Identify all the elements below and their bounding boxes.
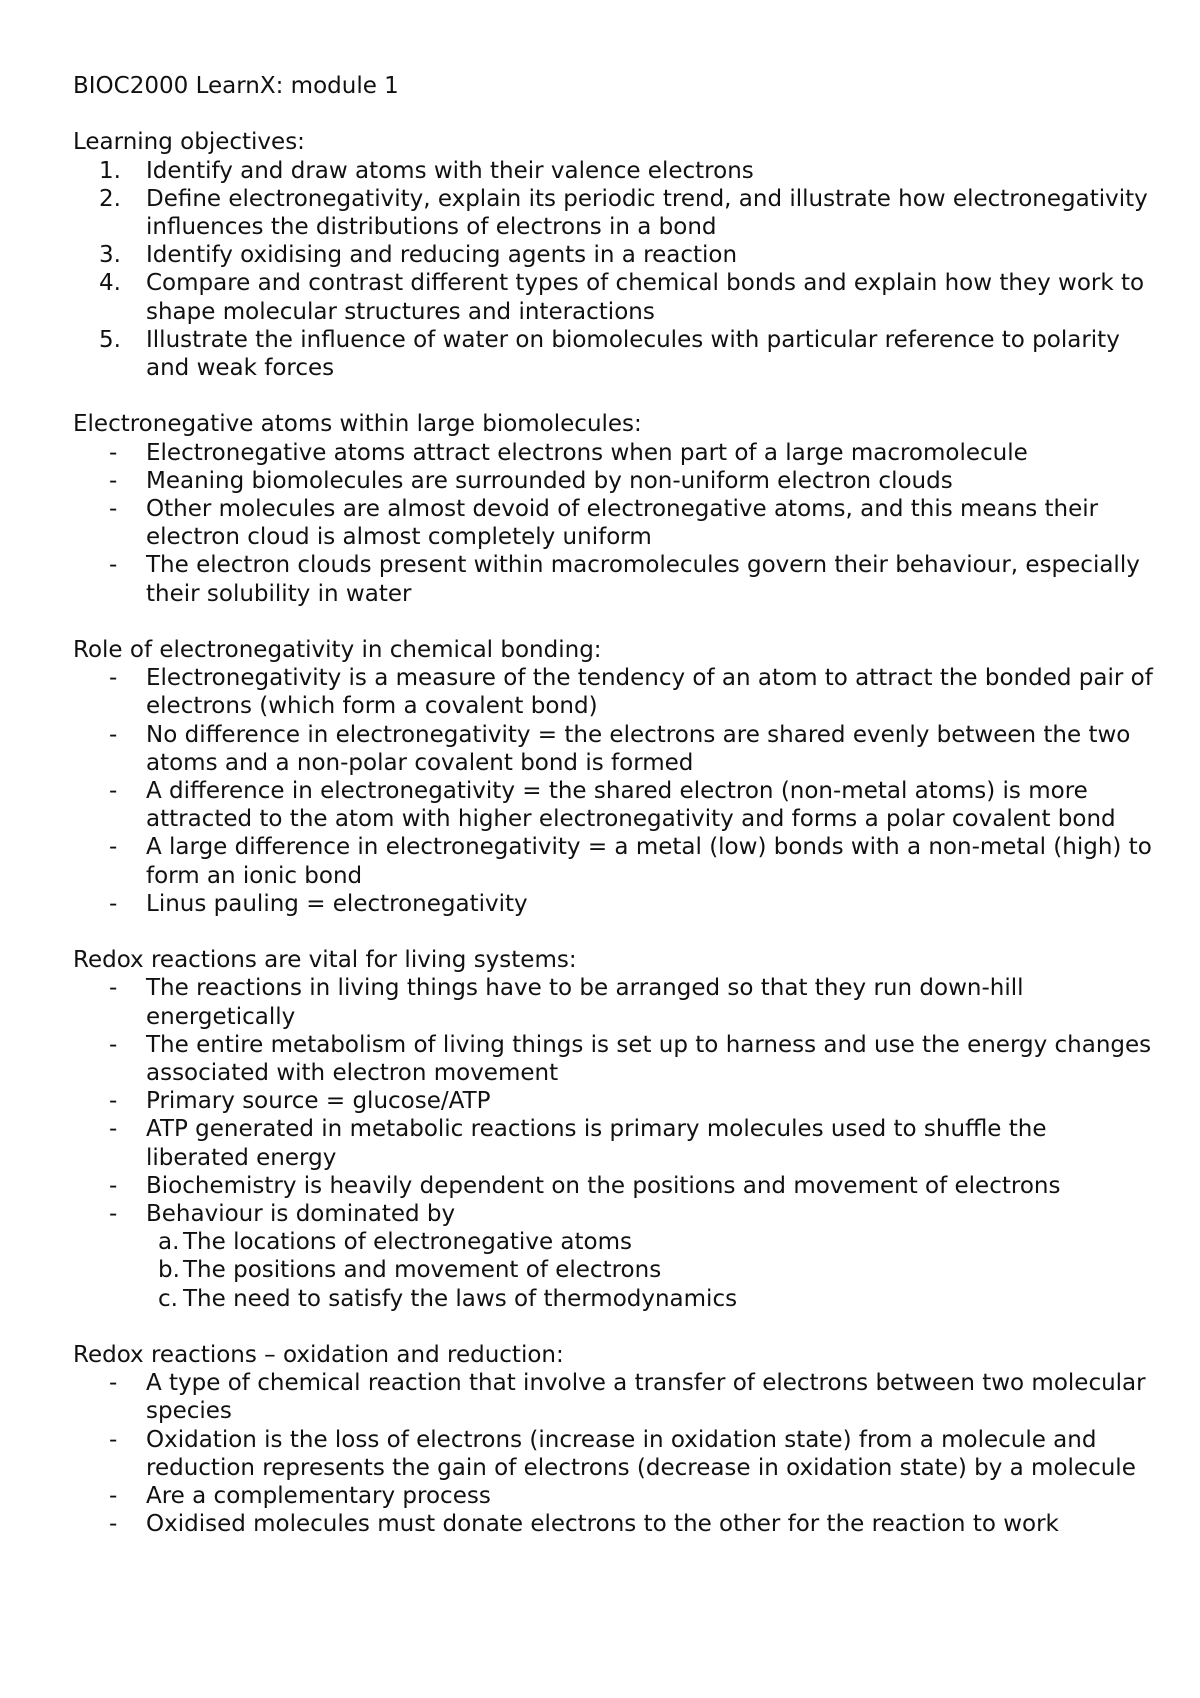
list-item-text: Behaviour is dominated by: [146, 1201, 456, 1228]
list-item-text: Identify oxidising and reducing agents in a reaction: [146, 242, 738, 269]
bullet-dash: -: [109, 1426, 118, 1453]
section-heading: Redox reactions are vital for living systems:: [73, 947, 577, 974]
list-letter: b.: [158, 1257, 180, 1284]
bullet-list: [73, 1369, 1153, 1538]
list-item: [73, 974, 1153, 1030]
list-item: [73, 721, 1153, 777]
list-item-text: The need to satisfy the laws of thermodynamics: [183, 1285, 738, 1312]
sub-list-item: [73, 1228, 1153, 1256]
bullet-dash: -: [109, 1172, 118, 1199]
list-item: [73, 551, 1153, 607]
list-number: 1.: [99, 157, 121, 184]
list-item: [73, 890, 1153, 918]
list-number: 3.: [99, 242, 121, 269]
list-item: [73, 157, 1153, 185]
list-item-text: The locations of electronegative atoms: [183, 1229, 632, 1256]
list-item-text: Identify and draw atoms with their valence electrons: [146, 157, 754, 184]
section-redox-oxidation-reduction: [73, 1341, 1153, 1538]
list-item-text: Electronegative atoms attract electrons when part of a large macromolecule: [146, 439, 1028, 466]
list-item-text: Oxidation is the loss of electrons (increase in oxidation state) from a molecule and reduction represents the gain of electrons (decrease in oxidation state) by a molecule: [146, 1426, 1136, 1481]
bullet-dash: -: [109, 721, 118, 748]
list-item-text: The reactions in living things have to be arranged so that they run down-hill energetically: [146, 975, 1024, 1030]
list-item-text: The positions and movement of electrons: [183, 1257, 662, 1284]
list-item: [73, 1087, 1153, 1115]
list-item: [73, 1031, 1153, 1087]
list-item-text: The entire metabolism of living things is set up to harness and use the energy changes associated with electron movement: [146, 1031, 1152, 1087]
list-item-text: Are a complementary process: [146, 1483, 491, 1510]
section-heading: Electronegative atoms within large biomolecules:: [73, 411, 642, 438]
bullet-dash: -: [109, 467, 118, 494]
list-item: [73, 1510, 1153, 1538]
list-item-text: Biochemistry is heavily dependent on the positions and movement of electrons: [146, 1172, 1061, 1199]
list-item: [73, 1200, 1153, 1228]
list-number: 2.: [99, 185, 121, 212]
list-item-text: Linus pauling = electronegativity: [146, 890, 528, 917]
list-item-text: Compare and contrast different types of chemical bonds and explain how they work to shape molecular structures and interactions: [146, 270, 1145, 325]
list-item: [73, 1172, 1153, 1200]
bullet-dash: -: [109, 552, 118, 579]
bullet-list: [73, 974, 1153, 1228]
bullet-dash: -: [109, 1116, 118, 1143]
bullet-list: [73, 439, 1153, 608]
list-item: [73, 1115, 1153, 1171]
list-item: [73, 439, 1153, 467]
sub-list-item: [73, 1256, 1153, 1284]
list-number: 5.: [99, 326, 121, 353]
list-item: [73, 269, 1153, 325]
list-item: [73, 495, 1153, 551]
bullet-dash: -: [109, 975, 118, 1002]
list-item: [73, 1426, 1153, 1482]
bullet-dash: -: [109, 1483, 118, 1510]
bullet-dash: -: [109, 665, 118, 692]
list-item: [73, 833, 1153, 889]
document-title: BIOC2000 LearnX: module 1: [73, 73, 399, 99]
list-number: 4.: [99, 270, 121, 297]
bullet-list: [73, 664, 1153, 918]
bullet-dash: -: [109, 778, 118, 805]
section-electronegative-atoms: [73, 410, 1153, 607]
list-item-text: Primary source = glucose/ATP: [146, 1088, 491, 1115]
list-letter: a.: [158, 1229, 180, 1256]
list-item-text: No difference in electronegativity = the electrons are shared evenly between the two atoms and a non-polar covalent bond is formed: [146, 721, 1131, 776]
section-electronegativity-bonding: [73, 636, 1153, 918]
bullet-dash: -: [109, 834, 118, 861]
list-item-text: A type of chemical reaction that involve a transfer of electrons between two molecular species: [146, 1370, 1146, 1425]
list-item: [73, 1369, 1153, 1425]
list-item-text: A difference in electronegativity = the shared electron (non-metal atoms) is more attracted to the atom with higher electronegativity and forms a polar covalent bond: [146, 778, 1116, 833]
list-item: [73, 467, 1153, 495]
list-letter: c.: [158, 1285, 178, 1312]
list-item-text: ATP generated in metabolic reactions is primary molecules used to shuffle the liberated energy: [146, 1116, 1047, 1171]
sub-list: [73, 1228, 1153, 1313]
bullet-dash: -: [109, 1201, 118, 1228]
list-item-text: Define electronegativity, explain its periodic trend, and illustrate how electronegativity influences the distributions of electrons in a bond: [146, 185, 1148, 240]
bullet-dash: -: [109, 496, 118, 523]
list-item-text: The electron clouds present within macromolecules govern their behaviour, especially their solubility in water: [146, 552, 1140, 607]
section-redox-vital: [73, 946, 1153, 1313]
list-item-text: Electronegativity is a measure of the tendency of an atom to attract the bonded pair of electrons (which form a covalent bond): [146, 665, 1153, 720]
bullet-dash: -: [109, 1370, 118, 1397]
bullet-dash: -: [109, 1088, 118, 1115]
list-item: [73, 326, 1153, 382]
section-heading: Redox reactions – oxidation and reduction:: [73, 1342, 564, 1369]
list-item: [73, 241, 1153, 269]
section-heading: Role of electronegativity in chemical bonding:: [73, 637, 602, 664]
bullet-dash: -: [109, 1031, 118, 1058]
objectives-list: [73, 157, 1153, 383]
bullet-dash: -: [109, 890, 118, 917]
list-item: [73, 185, 1153, 241]
section-heading: Learning objectives:: [73, 129, 305, 156]
list-item: [73, 777, 1153, 833]
bullet-dash: -: [109, 439, 118, 466]
list-item-text: A large difference in electronegativity = a metal (low) bonds with a non-metal (high) to form an ionic bond: [146, 834, 1152, 889]
list-item-text: Meaning biomolecules are surrounded by non-uniform electron clouds: [146, 467, 953, 494]
section-learning-objectives: [73, 128, 1153, 382]
bullet-dash: -: [109, 1511, 118, 1538]
list-item-text: Oxidised molecules must donate electrons to the other for the reaction to work: [146, 1511, 1059, 1538]
document-page: [73, 72, 1153, 1567]
list-item: [73, 664, 1153, 720]
list-item: [73, 1482, 1153, 1510]
list-item-text: Illustrate the influence of water on biomolecules with particular reference to polarity and weak forces: [146, 326, 1120, 382]
sub-list-item: [73, 1285, 1153, 1313]
list-item-text: Other molecules are almost devoid of electronegative atoms, and this means their electron cloud is almost completely uniform: [146, 496, 1099, 551]
